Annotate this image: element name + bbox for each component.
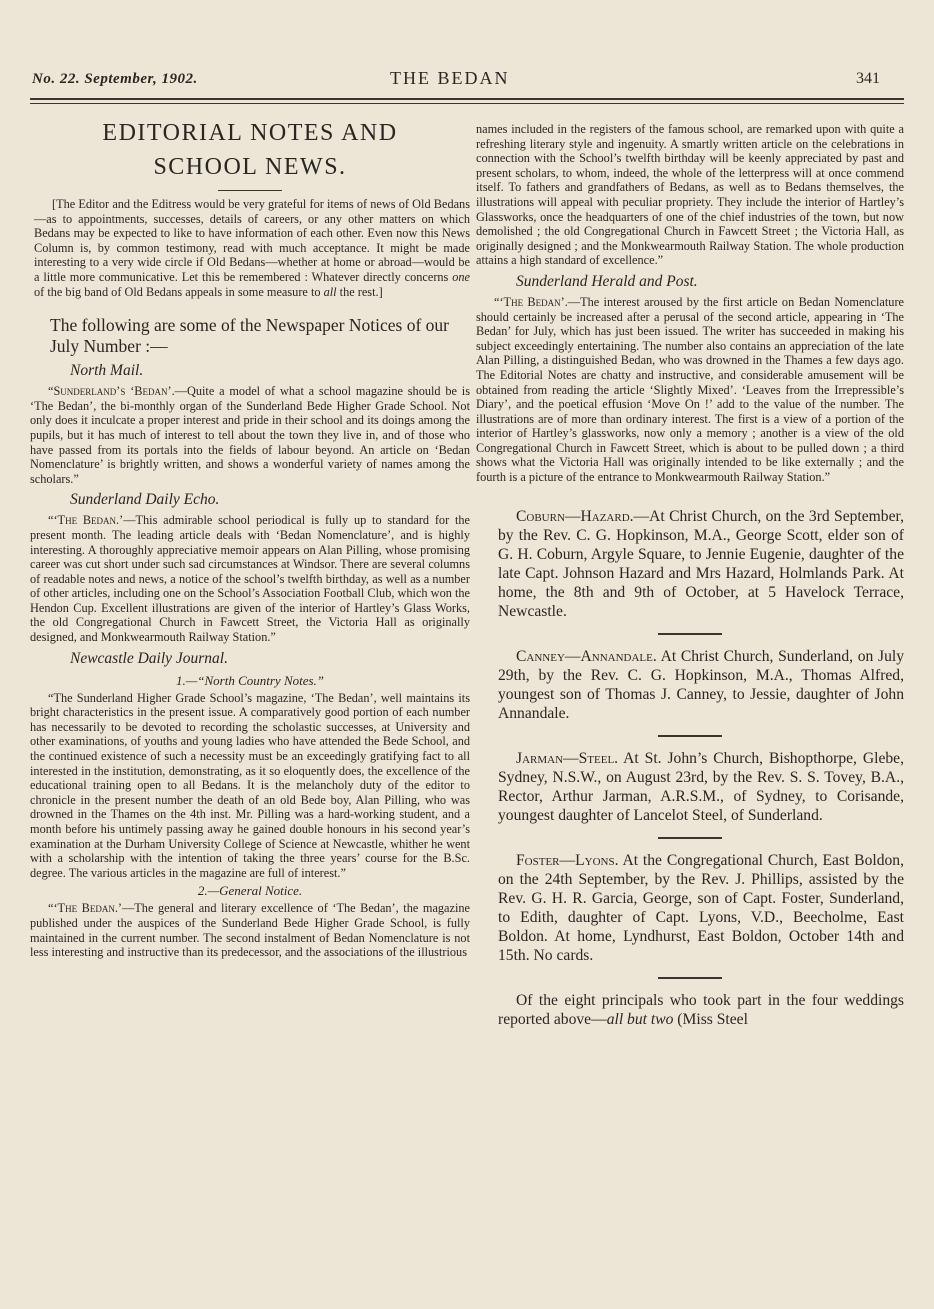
closing-paragraph (498, 991, 904, 1029)
right-column (476, 112, 904, 1029)
header-rule-thick (30, 98, 904, 100)
notice-body: .—Quite a model of what a school magazine should be is ‘The Bedan’, the bi-monthly organ of the Sunderland Bede Higher Grade School. Not only does it inculcate a proper interest and pride in their school and its doings among the pupils, but it has much of interest to tell about the town they live in, and of those who have passed from its portals into the fields of labour beyond. An article on ‘Bedan Nomenclature’ is brightly written, and shows a wonderful variety of names among the scholars.” (30, 384, 470, 486)
source-heading-journal: Newcastle Daily Journal. (70, 649, 228, 667)
wedding-coburn-hazard (498, 507, 904, 621)
source-heading-herald: Sunderland Herald and Post. (516, 272, 698, 290)
wedding-details: . At Christ Church, Sunderland, on July 29th, by the Rev. C. G. Hopkinson, M.A., Thomas Alfred, youngest son of Thomas J. Canney, to Jessie, daughter of John Annandale. (498, 647, 904, 722)
wedding-canney-annandale (498, 647, 904, 723)
left-column (30, 112, 470, 960)
wedding-foster-lyons (498, 851, 904, 965)
closing-text-b: (Miss Steel (673, 1010, 748, 1028)
wedding-names: Jarman—Steel (516, 749, 615, 767)
wedding-names: Canney—Annandale (516, 647, 653, 665)
subheading-general-notice: 2.—General Notice. (197, 883, 303, 899)
page-number: 341 (856, 70, 880, 87)
notice-lead-caps: “‘The Bedan (48, 513, 117, 528)
divider (658, 633, 722, 635)
notice-journal-2-continued: names included in the registers of the famous school, are remarked upon with quite a refreshing literary style and ingenuity. A smartly written article on the celebrations in connection with the School’s twelfth birthday will be keenly appreciated by past and present scholars, to whom, indeed, the whole of the letterpress will at once commend itself. To fathers and grandfathers of Bedans, as well as to Bedans themselves, the illustrations will appeal with peculiar propriety. They include the interior of Hartley’s Glassworks, once the headquarters of one of the chief industries of the town, but now demolished ; the old Congregational Church in Fawcett Street ; the Victoria Hall, as originally designed ; and the Monkwearmouth Railway Station. The whole production attains a high standard of excellence.” (476, 122, 904, 268)
section-title-line1: EDITORIAL NOTES AND (102, 120, 398, 146)
wedding-details: .—At Christ Church, on the 3rd September, by the Rev. C. G. Hopkinson, M.A., George Scott, elder son of G. H. Coburn, Argyle Square, to Jennie Eugenie, daughter of the late Capt. Johnson Hazard and Mrs Hazard, Holmlands Park. At home, the 8th and 9th of October, at 5 Havelock Terrace, Newcastle. (498, 507, 904, 620)
wedding-names: Foster—Lyons (516, 851, 615, 869)
intro-text-a: [The Editor and the Editress would be very grateful for items of news of Old Bedans—as to appointments, successes, details of careers, or any other matters on which Bedans may be expected to like to have information of each other. Even now this News Column is, by common testimony, read with much acceptance. It might be made interesting to a very wide circle if Old Bedans—whether at home or abroad—would be a little more communicative. Let this be remembered : Whatever directly concerns (34, 197, 470, 284)
closing-emphasis: all but two (606, 1010, 674, 1028)
notice-body: .’—The general and literary excellence of ‘The Bedan’, the magazine published under the auspices of the Sunderland Bede Higher Grade School, is fully maintained in the current number. The second instalment of Bedan Nomenclature is not less interesting and instructive than its predecessor, and the associations of the illustrious (30, 901, 470, 960)
wedding-details: . At St. John’s Church, Bishopthorpe, Glebe, Sydney, N.S.W., on August 23rd, by the Rev. S. S. Tovey, B.A., Rector, Arthur Jarman, A.R.S.M., of Sydney, to Corisande, youngest daughter of Lancelot Steel, of Sunderland. (498, 749, 904, 824)
section-title (30, 116, 470, 184)
divider (658, 837, 722, 839)
divider (658, 977, 722, 979)
notice-lead-caps: “Sunderland’s ‘Bedan’ (48, 384, 172, 399)
wedding-jarman-steel (498, 749, 904, 825)
closing-text-a: Of the eight principals who took part in the four weddings reported above— (498, 991, 904, 1028)
intro-text-c: the rest.] (336, 284, 383, 299)
notice-journal-1: “The Sunderland Higher Grade School’s magazine, ‘The Bedan’, well maintains its bright characteristics in the present issue. A comparatively good portion of each number has necessarily to be devoted to recording the scholastic successes, at University and other examinations, of youths and young ladies who have attended the Bede School, and the continued existence of such a necessity must be an exceedingly gratifying fact to all interested in the institution, demonstrating, as it so eloquently does, the excellence of the educational training open to all Bedans. It is the melancholy duty of the editor to chronicle in the present number the death of an old Bede boy, Alan Pilling, who was drowned in the Thames on the 4th inst. Mr. Pilling was a hard-working student, and a month before his untimely passing away he gained double honours in his second year’s examination at the Durham University College of Science at Newcastle, whither he went with a scholarship with the intention of taking the three years’ course for the B.Sc. degree. The various articles in the magazine are full of interest.” (30, 690, 470, 880)
intro-emphasis-all: all (323, 284, 337, 299)
notice-body: .’—This admirable school periodical is fully up to standard for the present month. The leading article deals with ‘Bedan Nomenclature’, and is highly interesting. A thoroughly appreciative memoir appears on Alan Pilling, whose promising career was cut short under such sad circumstances at Windsor. There are several columns of readable notes and news, a notice of the school’s twelfth birthday, as well as a number of other articles, including one on the School’s Association Football Club, which won the Hendon Cup. Excellent illustrations are given of the interior of Hartley’s Glass Works, the old Congregational Church in Fawcett Street, the Victoria Hall as originally designed, and Monkwearmouth Railway Station.” (30, 513, 470, 645)
intro-text-b: of the big band of Old Bedans appeals in some measure to (34, 284, 324, 299)
notice-herald (476, 295, 904, 485)
intro-emphasis-one: one (452, 269, 470, 284)
divider (218, 190, 282, 191)
header-rule-thin (30, 103, 904, 104)
wedding-names: Coburn—Hazard (516, 507, 630, 525)
divider (658, 735, 722, 737)
section-title-line2: SCHOOL NEWS. (153, 154, 347, 180)
wedding-details: . At the Congregational Church, East Boldon, on the 24th September, by the Rev. J. Phillips, assisted by the Rev. G. H. R. Garcia, George, son of Capt. Foster, Sunderland, to Edith, daughter of Capt. Lyons, V.D., Beecholme, East Boldon. At home, Lyndhurst, East Boldon, October 14th and 15th. No cards. (498, 851, 904, 964)
source-heading-echo: Sunderland Daily Echo. (70, 491, 220, 509)
spacer (476, 485, 904, 507)
notice-journal-2 (30, 901, 470, 959)
notice-lead-caps: “‘The Bedan’ (494, 294, 565, 309)
masthead-title: THE BEDAN (390, 68, 510, 88)
notice-north-mail (30, 384, 470, 486)
notices-lead: The following are some of the Newspaper Notices of our July Number :— (50, 315, 449, 357)
notice-body: .—The interest aroused by the first article on Bedan Nomenclature should certainly be increased after a perusal of the second article, appearing in ‘The Bedan’ for July, which has just been issued. The writer has succeeded in making his subject exceedingly entertaining. The number also contains an appreciation of the late Alan Pilling, a distinguished Bedan, who was drowned in the Thames a few days ago. The Editorial Notes are chatty and instructive, and considerable amusement will be obtained from reading the article ‘Slightly Mixed’. ‘Leaves from the Irrepressible’s Diary’, and the poetical effusion ‘Move On !’ add to the value of the number. The illustrations are of more than ordinary interest. The first is a view of a portion of the interior of Hartley’s glassworks, now only a memory ; another is a view of the old Congregational Church in Fawcett Street, which is about to be pulled down ; a third shows what the Victoria Hall was originally intended to be like externally ; and the fourth is a picture of the entrance to Monkwearmouth Railway Station.” (476, 294, 904, 485)
subheading-north-country-notes: 1.—“North Country Notes.” (175, 672, 325, 688)
issue-info: No. 22. September, 1902. (32, 71, 198, 87)
notice-echo (30, 513, 470, 644)
intro-paragraph (34, 197, 470, 299)
source-heading-north-mail: North Mail. (70, 362, 144, 380)
notice-lead-caps: “‘The Bedan (48, 901, 115, 916)
